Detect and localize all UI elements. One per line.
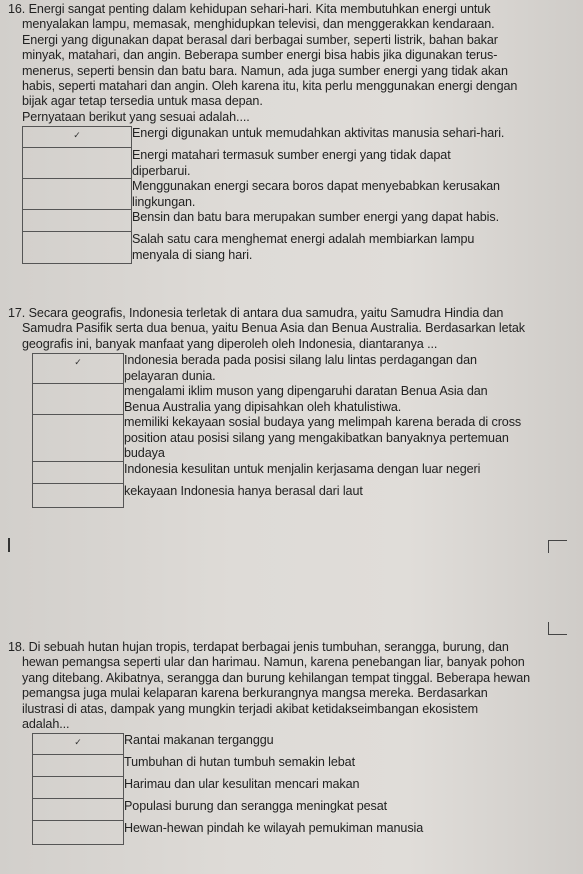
stem-line: hewan pemangsa seperti ular dan harimau. Namun, karena penebangan liar, banyak pohon: [22, 655, 525, 670]
answer-checkbox[interactable]: [22, 210, 132, 232]
answer-option[interactable]: [22, 232, 504, 264]
option-text: Energi matahari termasuk sumber energi yang tidak dapat: [132, 148, 451, 163]
answer-option[interactable]: [22, 126, 504, 148]
answer-checkbox[interactable]: [22, 179, 132, 210]
option-text: Harimau dan ular kesulitan mencari makan: [124, 777, 360, 792]
option-text: budaya: [124, 446, 165, 461]
checkmark-icon: ✓: [74, 357, 82, 368]
option-text: mengalami iklim muson yang dipengaruhi daratan Benua Asia dan: [124, 384, 488, 399]
option-text: Hewan-hewan pindah ke wilayah pemukiman manusia: [124, 821, 424, 836]
answer-option[interactable]: [32, 484, 521, 508]
stem-line: adalah...: [22, 717, 70, 732]
question-18: [8, 640, 568, 845]
answer-checkbox[interactable]: [32, 353, 124, 384]
option-text: diperbarui.: [132, 163, 191, 178]
option-text: Benua Australia yang dipisahkan oleh khatulistiwa.: [124, 399, 402, 414]
stem-line: bijak agar tetap tersedia untuk masa depan.: [22, 94, 263, 109]
option-text: pelayaran dunia.: [124, 368, 216, 383]
answer-option[interactable]: [32, 733, 423, 755]
answer-option[interactable]: [32, 384, 521, 415]
option-text: Salah satu cara menghemat energi adalah membiarkan lampu: [132, 232, 475, 247]
option-text: menyala di siang hari.: [132, 247, 253, 262]
stem-line: Samudra Pasifik serta dua benua, yaitu Benua Asia dan Benua Australia. Berdasarkan letak: [22, 321, 525, 336]
question-16: [8, 2, 568, 264]
stem-line: Energi sangat penting dalam kehidupan sehari-hari. Kita membutuhkan energi untuk: [28, 2, 491, 16]
option-text: kekayaan Indonesia hanya berasal dari laut: [124, 484, 363, 499]
scan-corner-mark: [548, 622, 567, 635]
answer-checkbox[interactable]: [22, 148, 132, 179]
answer-option[interactable]: [32, 462, 521, 484]
answer-option[interactable]: [32, 777, 423, 799]
option-text: Rantai makanan terganggu: [124, 733, 274, 748]
answer-option[interactable]: [22, 210, 504, 232]
option-text: Menggunakan energi secara boros dapat menyebabkan kerusakan: [132, 179, 500, 194]
scan-corner-mark: [548, 540, 567, 553]
answer-option[interactable]: [22, 179, 504, 210]
answer-checkbox[interactable]: [32, 415, 124, 462]
answer-checkbox[interactable]: [32, 799, 124, 821]
answer-options: [32, 353, 521, 508]
answer-options: [22, 126, 504, 264]
question-number: 16.: [8, 2, 26, 16]
answer-checkbox[interactable]: [32, 755, 124, 777]
question-number: 18.: [8, 640, 26, 654]
checkmark-icon: ✓: [73, 130, 81, 141]
answer-checkbox[interactable]: [22, 232, 132, 264]
stem-line: Energi yang digunakan dapat berasal dari berbagai sumber, seperti listrik, bahan bakar: [22, 32, 498, 47]
answer-checkbox[interactable]: [32, 777, 124, 799]
stem-line: Secara geografis, Indonesia terletak di antara dua samudra, yaitu Samudra Hindia dan: [28, 306, 504, 320]
stem-line: menyalakan lampu, memasak, menghidupkan televisi, dan menggerakkan kendaraan.: [22, 17, 495, 32]
answer-option[interactable]: [32, 821, 423, 845]
option-text: Indonesia berada pada posisi silang lalu lintas perdagangan dan: [124, 353, 477, 368]
option-text: Bensin dan batu bara merupakan sumber energi yang dapat habis.: [132, 210, 499, 225]
stem-line: ilustrasi di atas, dampak yang mungkin terjadi akibat ketidakseimbangan ekosistem: [22, 701, 479, 716]
stem-line: habis, seperti matahari dan angin. Oleh karena itu, kita perlu menggunakan energi dengan: [22, 79, 518, 94]
stem-line: geografis ini, banyak manfaat yang diperoleh oleh Indonesia, diantaranya ...: [22, 336, 438, 351]
question-17: [8, 306, 568, 508]
stem-line: pemangsa juga mulai kelaparan karena berkurangnya mangsa mereka. Berdasarkan: [22, 686, 488, 701]
option-text: Energi digunakan untuk memudahkan aktivitas manusia sehari-hari.: [132, 126, 505, 141]
stem-line: Pernyataan berikut yang sesuai adalah....: [22, 109, 250, 124]
checkmark-icon: ✓: [74, 737, 82, 748]
scan-mark: [8, 538, 10, 552]
answer-option[interactable]: [32, 415, 521, 462]
answer-option[interactable]: [32, 353, 521, 384]
option-text: Tumbuhan di hutan tumbuh semakin lebat: [124, 755, 355, 770]
option-text: Populasi burung dan serangga meningkat pesat: [124, 799, 388, 814]
answer-option[interactable]: [32, 799, 423, 821]
answer-checkbox[interactable]: [32, 484, 124, 508]
stem-line: menerus, seperti bensin dan batu bara. Namun, ada juga sumber energi yang tidak akan: [22, 63, 508, 78]
answer-checkbox[interactable]: [32, 821, 124, 845]
option-text: lingkungan.: [132, 194, 196, 209]
stem-line: yang ditebang. Akibatnya, serangga dan burung kehilangan tempat tinggal. Beberapa hewan: [22, 670, 531, 685]
answer-option[interactable]: [32, 755, 423, 777]
answer-checkbox[interactable]: [22, 126, 132, 148]
answer-checkbox[interactable]: [32, 462, 124, 484]
answer-checkbox[interactable]: [32, 384, 124, 415]
option-text: memiliki kekayaan sosial budaya yang melimpah karena berada di cross: [124, 415, 522, 430]
question-number: 17.: [8, 306, 26, 320]
stem-line: Di sebuah hutan hujan tropis, terdapat berbagai jenis tumbuhan, serangga, burung, dan: [28, 640, 509, 654]
answer-checkbox[interactable]: [32, 733, 124, 755]
answer-option[interactable]: [22, 148, 504, 179]
option-text: Indonesia kesulitan untuk menjalin kerjasama dengan luar negeri: [124, 462, 481, 477]
answer-options: [32, 733, 423, 845]
option-text: position atau posisi silang yang mengakibatkan banyaknya pertemuan: [124, 430, 509, 445]
stem-line: minyak, matahari, dan angin. Beberapa sumber energi bisa habis jika digunakan terus-: [22, 48, 498, 63]
